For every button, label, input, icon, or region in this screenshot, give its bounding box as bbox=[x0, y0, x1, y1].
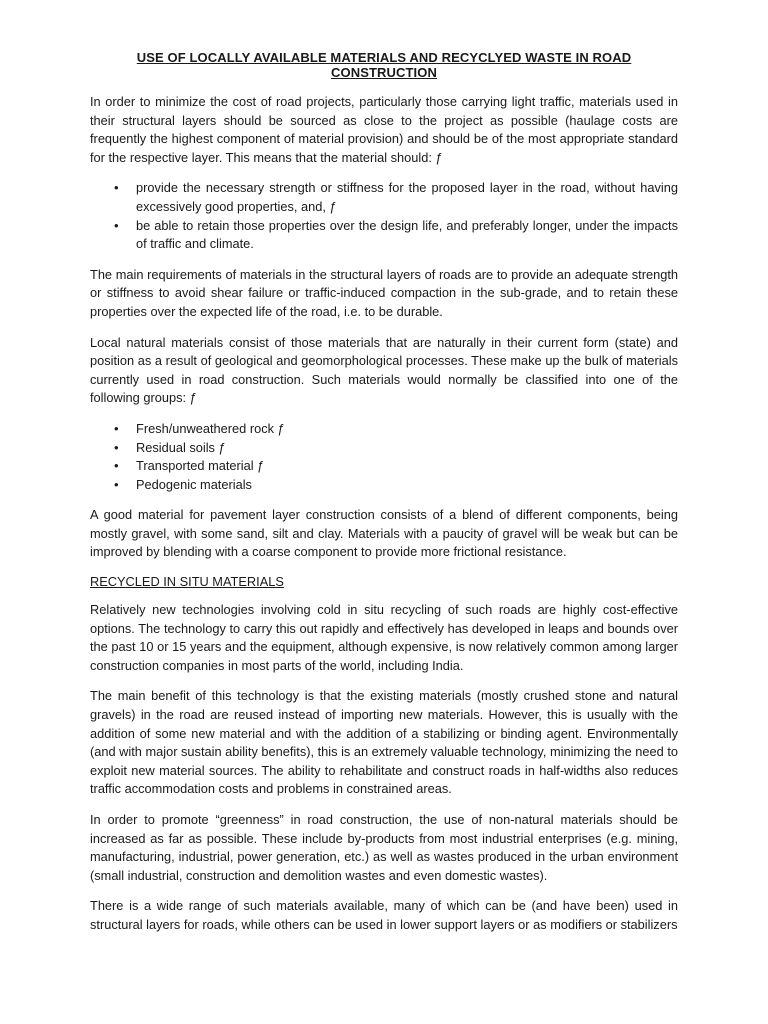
list-item: • Residual soils ƒ bbox=[136, 439, 678, 458]
list-item: • be able to retain those properties over the design life, and preferably longer, under the impacts of traffic and climate. bbox=[136, 217, 678, 254]
intro-paragraph: In order to minimize the cost of road projects, particularly those carrying light traffic, materials used in their structural layers should be sourced as close to the project as possible (haulage costs are frequently the highest component of material provision) and should be of the most appropriate standard for the respective layer. This means that the material should: ƒ bbox=[90, 94, 678, 165]
benefit-paragraph: The main benefit of this technology is that the existing materials (mostly crushed stone and natural gravels) in the road are reused instead of importing new materials. However, this is usually with the addition of some new material and with the addition of a stabilizing or binding agent. Environmentally (and with major sustain ability benefits), this is an extremely valuable technology, minimizing the need to exploit new material sources. The ability to rehabilitate and construct roads in half-widths also reduces traffic accommodation costs and problems in constrained areas. bbox=[90, 688, 679, 797]
material-requirements-list bbox=[90, 179, 678, 253]
requirements-paragraph: The main requirements of materials in the structural layers of roads are to provide an adequate strength or stiffness to avoid shear failure or traffic-induced compaction in the sub-grade, and to retain these properties over the expected life of the road, i.e. to be durable. bbox=[90, 266, 678, 319]
recycling-tech-paragraph: Relatively new technologies involving cold in situ recycling of such roads are highly cost-effective options. The technology to carry this out rapidly and effectively has developed in leaps and bounds over the past 10 or 15 years and the equipment, although expensive, is now relatively common among larger construction companies in most parts of the world, including India. bbox=[90, 602, 678, 673]
good-material-paragraph: A good material for pavement layer construction consists of a blend of different components, being mostly gravel, with some sand, silt and clay. Materials with a paucity of gravel will be weak but can be improved by blending with a coarse component to provide more frictional resistance. bbox=[90, 507, 678, 560]
document-title: USE OF LOCALLY AVAILABLE MATERIALS AND RECYCLYED WASTE IN ROAD CONSTRUCTION bbox=[136, 50, 632, 80]
list-item: • Fresh/unweathered rock ƒ bbox=[136, 420, 678, 439]
local-materials-paragraph: Local natural materials consist of those materials that are naturally in their current form (state) and position as a result of geological and geomorphological processes. These make up the bulk of materials currently used in road construction. Such materials would normally be classified into one of the following groups: ƒ bbox=[90, 334, 678, 406]
section-heading-recycled: RECYCLED IN SITU MATERIALS bbox=[90, 574, 284, 590]
range-paragraph: There is a wide range of such materials available, many of which can be (and have been) used in structural layers for roads, while others can be used in lower support layers or as modifiers or stabilizers bbox=[90, 898, 678, 932]
list-item: • Pedogenic materials bbox=[136, 476, 678, 495]
greenness-paragraph: In order to promote “greenness” in road construction, the use of non-natural materials should be increased as far as possible. These include by-products from most industrial enterprises (e.g. mining, manufacturing, industrial, power generation, etc.) as well as wastes produced in the urban environment (small industrial, construction and demolition wastes and even domestic wastes). bbox=[90, 812, 678, 883]
list-item: • Transported material ƒ bbox=[136, 457, 678, 476]
material-groups-list bbox=[90, 420, 678, 494]
list-item: • provide the necessary strength or stiffness for the proposed layer in the road, without having excessively good properties, and, ƒ bbox=[136, 179, 678, 216]
